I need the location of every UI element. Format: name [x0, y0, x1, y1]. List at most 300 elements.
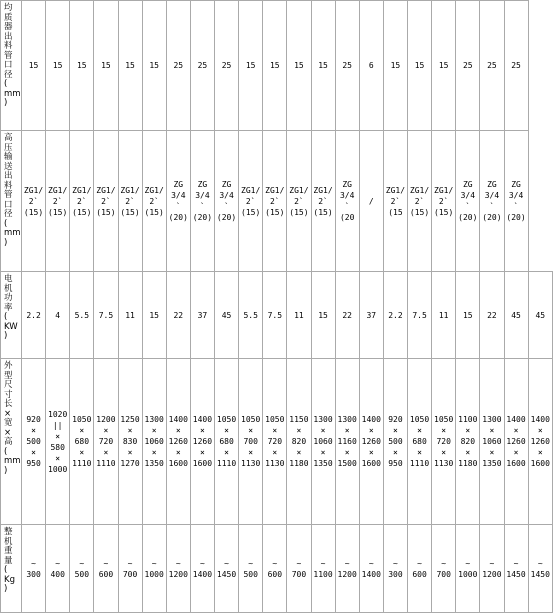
cell-line: ~ [31, 558, 36, 568]
cell-line: × [224, 426, 229, 435]
cell-line: × [272, 448, 278, 457]
table-cell [215, 1, 239, 131]
row-header-char: Kg [4, 574, 15, 585]
cell-line: 820 [291, 437, 307, 446]
cell-line: 1600 [192, 459, 213, 468]
table-cell [70, 1, 94, 131]
table-cell [480, 1, 504, 131]
table-cell [70, 131, 94, 272]
table-cell [287, 525, 311, 613]
table-cell [94, 272, 118, 359]
cell-line: ` [175, 202, 181, 211]
table-cell [46, 272, 70, 359]
cell-line: ZG1/ [144, 185, 164, 195]
cell-line: × [103, 448, 109, 457]
table-cell [118, 1, 142, 131]
cell-line: 500 [26, 437, 41, 446]
table-cell [480, 272, 504, 359]
table-cell [215, 131, 239, 272]
cell-line: × [31, 448, 36, 457]
cell-line: 720 [436, 437, 451, 446]
cell-line: 11 [438, 310, 449, 320]
row-header-char: 高 [4, 437, 13, 447]
cell-line: 7.5 [98, 310, 114, 320]
cell-line: 600 [412, 569, 427, 579]
cell-line: ~ [368, 558, 374, 568]
table-cell [408, 359, 432, 525]
cell-line: ~ [513, 558, 519, 568]
cell-line: × [248, 448, 254, 457]
cell-line: (15) [23, 207, 44, 217]
table-cell [215, 272, 239, 359]
cell-line: 15 [52, 61, 63, 70]
cell-line: 1160 [337, 437, 357, 446]
table-cell [46, 131, 70, 272]
cell-line: ` [344, 202, 350, 211]
table-cell [504, 359, 528, 525]
cell-line: × [151, 426, 157, 435]
table-cell [383, 525, 407, 613]
cell-line: (15) [409, 207, 430, 217]
cell-line: 5.5 [243, 310, 258, 320]
cell-line: × [248, 426, 254, 435]
table-cell [456, 131, 480, 272]
cell-line: ` [200, 202, 205, 211]
cell-line: 1400 [361, 569, 381, 579]
cell-line: ~ [175, 558, 181, 568]
table-cell [383, 1, 407, 131]
table-cell [166, 131, 190, 272]
table-cell [456, 1, 480, 131]
cell-line: 2` [269, 196, 280, 206]
cell-line: ZG1/ [409, 185, 430, 195]
row-header-char: 宽 [4, 418, 13, 428]
row-header-char: 整 [4, 527, 13, 537]
cell-line: 15 [149, 310, 159, 320]
cell-line: 22 [487, 310, 497, 320]
table-cell [190, 131, 214, 272]
cell-line: (15) [289, 207, 309, 217]
table-cell [287, 131, 311, 272]
table-cell [46, 1, 70, 131]
cell-line: 15 [318, 310, 328, 320]
cell-line: (15) [96, 207, 116, 217]
row-header-char: 口 [4, 199, 13, 210]
table-cell [359, 272, 383, 359]
cell-line: 15 [438, 61, 449, 70]
cell-line: ZG [511, 180, 521, 189]
cell-line: 1110 [72, 459, 92, 468]
table-cell [359, 359, 383, 525]
cell-line: × [200, 448, 205, 457]
cell-line: 1600 [361, 459, 381, 468]
table-cell [408, 272, 432, 359]
cell-line: 2` [318, 196, 328, 206]
table-cell [239, 359, 263, 525]
cell-line: 3/4 [339, 191, 355, 200]
cell-line: 600 [267, 569, 283, 579]
cell-line: × [79, 426, 85, 435]
cell-line: × [344, 426, 350, 435]
table-cell [432, 272, 456, 359]
cell-line: ZG1/ [385, 185, 406, 195]
cell-line: × [55, 431, 61, 441]
cell-line: 7.5 [412, 310, 427, 320]
cell-line: 700 [291, 569, 307, 579]
cell-line: 1300 [337, 415, 357, 424]
table-cell [528, 272, 552, 359]
row-header-char: mm [4, 456, 21, 466]
cell-line: 7.5 [267, 310, 283, 320]
row-header [1, 525, 22, 613]
cell-line: × [320, 426, 326, 435]
row-header-char: 型 [4, 370, 13, 381]
table-cell [432, 1, 456, 131]
table-cell [287, 359, 311, 525]
cell-line: × [127, 448, 133, 457]
row-header-char: mm [4, 228, 21, 238]
high-pressure-outlet-pipe-row [1, 131, 553, 272]
cell-line: 1110 [409, 459, 430, 468]
cell-line: 3/4 [219, 191, 234, 200]
cell-line: ~ [55, 558, 61, 568]
row-header-char: 送 [4, 161, 13, 172]
table-cell [142, 1, 166, 131]
cell-line: ~ [441, 558, 447, 568]
table-cell [456, 272, 480, 359]
cell-line: ZG1/ [289, 185, 309, 195]
cell-line: || [52, 420, 63, 430]
cell-line: × [151, 448, 157, 457]
cell-line: 1060 [313, 437, 333, 446]
row-header-char: 寸 [4, 389, 13, 400]
cell-line: 15 [462, 310, 473, 320]
cell-line: 1250 [120, 415, 140, 424]
cell-line: ` [513, 202, 519, 211]
cell-line: 3/4 [195, 191, 210, 200]
table-cell [408, 1, 432, 131]
homogenizer-outlet-pipe-row [1, 1, 553, 131]
cell-line: 1600 [506, 459, 526, 468]
cell-line: 1150 [289, 415, 309, 424]
cell-line: 15 [125, 61, 135, 70]
cell-line: 15 [414, 61, 425, 70]
cell-line: 1100 [458, 415, 478, 424]
cell-line: 22 [173, 310, 184, 320]
cell-line: (20) [482, 213, 502, 222]
table-cell [118, 131, 142, 272]
table-cell [263, 359, 287, 525]
row-header-char: ) [4, 98, 8, 108]
cell-line: 1110 [216, 459, 237, 468]
cell-line: 3/4 [460, 191, 476, 200]
row-header-char: 出 [4, 31, 13, 42]
cell-line: ZG1/ [23, 185, 44, 195]
row-header [1, 131, 22, 272]
table-cell [239, 272, 263, 359]
row-header-char: 质 [4, 12, 13, 23]
row-header-char: 重 [4, 546, 13, 556]
cell-line: 15 [149, 61, 159, 70]
cell-line: 25 [221, 61, 232, 70]
cell-line: 400 [50, 569, 65, 579]
table-cell [46, 525, 70, 613]
cell-line: × [368, 448, 374, 457]
table-cell [504, 131, 528, 272]
cell-line: (20) [216, 213, 237, 222]
cell-line: 1180 [458, 459, 478, 468]
table-cell [335, 525, 359, 613]
cell-line: 300 [388, 569, 403, 579]
cell-line: × [441, 426, 447, 435]
cell-line: 1000 [144, 569, 164, 579]
table-cell [311, 272, 335, 359]
table-cell [94, 359, 118, 525]
row-header-char: 输 [4, 152, 13, 162]
table-cell [504, 525, 528, 613]
cell-line: × [465, 448, 471, 457]
table-cell [70, 359, 94, 525]
cell-line: 2` [245, 196, 256, 206]
table-cell [432, 359, 456, 525]
table-cell [383, 359, 407, 525]
table-cell [359, 131, 383, 272]
table-cell [287, 272, 311, 359]
table-cell [528, 525, 552, 613]
cell-line: 15 [294, 61, 304, 70]
cell-line: (15) [120, 207, 140, 217]
machine-weight-row [1, 525, 553, 613]
cell-line: 1260 [506, 437, 526, 446]
table-cell [142, 359, 166, 525]
table-cell [166, 359, 190, 525]
cell-line: 25 [511, 61, 521, 70]
row-header-char: ( [4, 218, 8, 229]
row-header-char: mm [4, 88, 21, 99]
cell-line: × [175, 448, 181, 457]
cell-line: 500 [388, 437, 403, 446]
cell-line: 1060 [144, 437, 164, 446]
row-header-char: 料 [4, 41, 13, 51]
table-cell [70, 525, 94, 613]
cell-line: 1200 [96, 415, 116, 424]
cell-line: 2` [390, 196, 401, 206]
cell-line: 22 [342, 310, 352, 320]
cell-line: ZG1/ [434, 185, 454, 195]
cell-line: 600 [98, 569, 114, 579]
table-cell [166, 525, 190, 613]
cell-line: × [393, 448, 398, 457]
cell-line: × [55, 453, 61, 463]
cell-line: 1270 [120, 459, 140, 468]
cell-line: × [513, 426, 519, 435]
cell-line: 950 [26, 459, 41, 468]
cell-line: 1400 [192, 569, 213, 579]
row-header-char: ) [4, 237, 8, 248]
cell-line: × [489, 448, 495, 457]
table-cell [383, 272, 407, 359]
cell-line: 680 [74, 437, 90, 446]
table-cell [287, 1, 311, 131]
table-cell [480, 131, 504, 272]
row-header-char: ( [4, 446, 8, 457]
cell-line: (15) [72, 207, 92, 217]
cell-line: × [103, 426, 109, 435]
table-cell [239, 1, 263, 131]
table-cell [94, 131, 118, 272]
cell-line: 1300 [482, 415, 502, 424]
table-cell [22, 359, 46, 525]
table-cell [94, 1, 118, 131]
cell-line: × [272, 426, 278, 435]
cell-line: ZG1/ [72, 185, 92, 195]
table-cell [166, 272, 190, 359]
cell-line: 1350 [144, 459, 164, 468]
cell-line: 1050 [216, 415, 237, 424]
cell-line: (20) [458, 213, 478, 222]
cell-line: 950 [388, 459, 403, 468]
table-cell [263, 272, 287, 359]
cell-line: 1450 [506, 569, 526, 579]
table-cell [118, 359, 142, 525]
cell-line: 1130 [265, 459, 285, 468]
row-header-char: 管 [4, 190, 13, 200]
cell-line: 3/4 [171, 191, 186, 200]
cell-line: 2` [28, 196, 39, 206]
row-header-char: 径 [4, 69, 13, 80]
table-cell [263, 1, 287, 131]
cell-line: 680 [412, 437, 427, 446]
cell-line: ZG1/ [265, 185, 285, 195]
cell-line: 11 [125, 310, 135, 320]
row-header-char: 料 [4, 180, 13, 191]
table-cell [142, 131, 166, 272]
cell-line: ZG [342, 180, 352, 189]
cell-line: 1260 [168, 437, 188, 446]
cell-line: 500 [74, 569, 90, 579]
row-header-char: ( [4, 312, 8, 322]
cell-line: 1130 [241, 459, 261, 468]
row-header [1, 1, 22, 131]
cell-line: 25 [487, 61, 497, 70]
table-cell [215, 359, 239, 525]
cell-line: 920 [388, 415, 403, 424]
table-cell [408, 131, 432, 272]
cell-line: 15 [28, 61, 39, 70]
table-cell [263, 525, 287, 613]
cell-line: 720 [98, 437, 114, 446]
row-header-char: 量 [4, 555, 13, 566]
cell-line: × [224, 448, 229, 457]
cell-line: 580 [50, 442, 65, 452]
cell-line: 1300 [144, 415, 164, 424]
cell-line: 1350 [482, 459, 502, 468]
cell-line: 2.2 [26, 310, 41, 320]
cell-line: × [320, 448, 326, 457]
row-header-char: ( [4, 79, 8, 89]
row-header-char: ) [4, 465, 8, 476]
cell-line: 700 [436, 569, 451, 579]
cell-line: 1050 [409, 415, 430, 424]
table-cell [383, 131, 407, 272]
cell-line: 1050 [265, 415, 285, 424]
row-header-char: 管 [4, 50, 13, 61]
cell-line: 25 [462, 61, 473, 70]
cell-line: × [368, 426, 374, 435]
cell-line: 1200 [168, 569, 188, 579]
cell-line: 15 [269, 61, 280, 70]
cell-line: 1400 [192, 415, 213, 424]
cell-line: 2` [52, 196, 63, 206]
cell-line: ~ [79, 558, 85, 568]
cell-line: 2` [125, 196, 135, 206]
cell-line: 2` [294, 196, 304, 206]
cell-line: × [489, 426, 495, 435]
cell-line: 1000 [48, 464, 68, 474]
cell-line: 1110 [96, 459, 116, 468]
row-header-char: 径 [4, 209, 13, 219]
cell-line: 25 [197, 61, 208, 70]
cell-line: 37 [366, 310, 377, 320]
cell-line: 1200 [337, 569, 357, 579]
cell-line: × [200, 426, 205, 435]
cell-line: 15 [318, 61, 328, 70]
table-cell [432, 131, 456, 272]
cell-line: 1100 [313, 569, 333, 579]
cell-line: ZG [221, 180, 232, 189]
cell-line: ~ [248, 558, 254, 568]
row-header-char: 率 [4, 302, 13, 313]
cell-line: 1180 [289, 459, 309, 468]
cell-line: ZG1/ [120, 185, 140, 195]
cell-line: 1600 [168, 459, 188, 468]
cell-line: ~ [103, 558, 109, 568]
cell-line: × [537, 426, 543, 435]
cell-line: ZG1/ [96, 185, 116, 195]
cell-line: × [441, 448, 447, 457]
cell-line: 1050 [72, 415, 92, 424]
row-header-char: 长 [4, 399, 13, 409]
table-cell [456, 359, 480, 525]
table-cell [335, 131, 359, 272]
cell-line: 11 [294, 310, 304, 320]
cell-line: ZG [487, 180, 497, 189]
dimensions-row [1, 359, 553, 525]
cell-line: 1050 [241, 415, 261, 424]
row-header-char: 出 [4, 171, 13, 181]
table-cell [190, 272, 214, 359]
cell-line: ~ [393, 558, 398, 568]
table-cell [70, 272, 94, 359]
cell-line: 25 [342, 61, 352, 70]
table-cell [504, 272, 528, 359]
row-header-char: 机 [4, 536, 13, 547]
table-cell [142, 525, 166, 613]
cell-line: 6 [368, 61, 374, 70]
cell-line: 1400 [530, 415, 550, 424]
cell-line: 1260 [361, 437, 381, 446]
cell-line: 45 [511, 310, 521, 320]
table-cell [504, 1, 528, 131]
table-cell [22, 525, 46, 613]
row-header-char: 高 [4, 133, 13, 143]
cell-line: ~ [320, 558, 326, 568]
cell-line: 1060 [482, 437, 502, 446]
table-cell [528, 359, 552, 525]
cell-line: 2.2 [388, 310, 403, 320]
cell-line: 1600 [530, 459, 550, 468]
cell-line: 1300 [313, 415, 333, 424]
